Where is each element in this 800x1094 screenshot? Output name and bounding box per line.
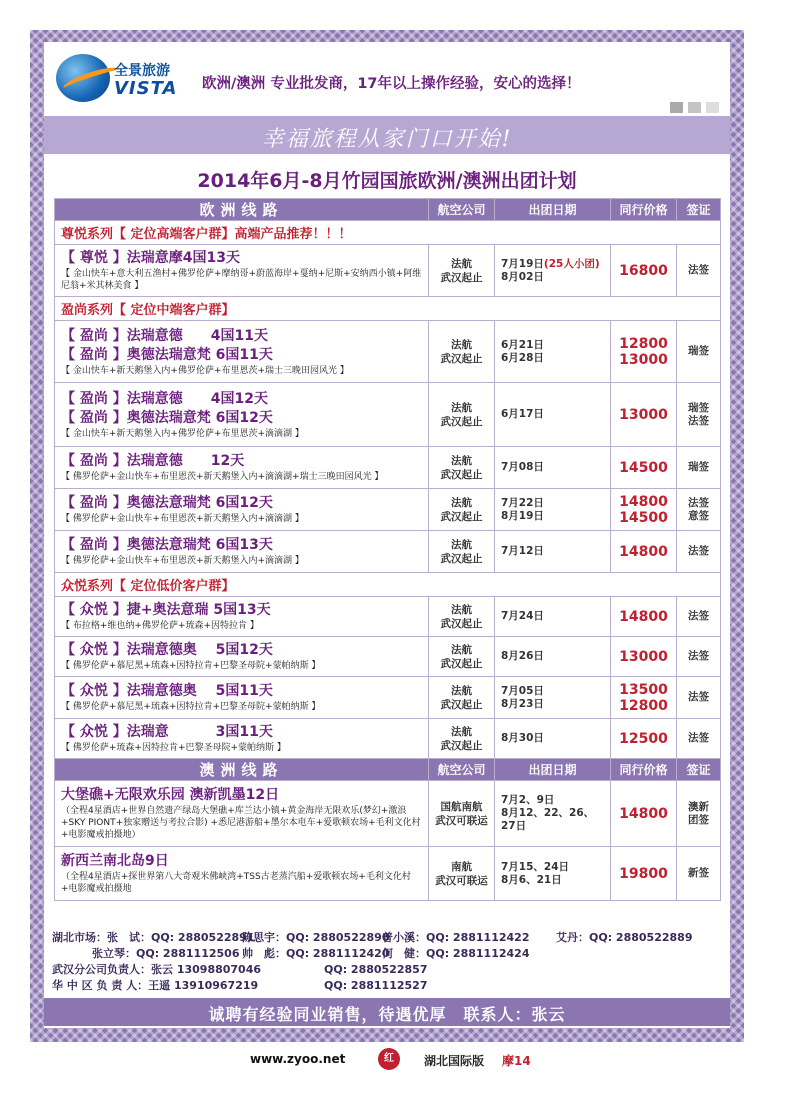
visa: 瑞签: [677, 321, 721, 383]
table-row: [55, 677, 721, 719]
price: 12800: [619, 697, 668, 714]
edition: 湖北国际版: [424, 1054, 485, 1068]
departure-date: 8月30日: [495, 719, 611, 759]
website-link[interactable]: www.zyoo.net: [250, 1052, 346, 1066]
route-detail: 【 佛罗伦萨+慕尼黑+琉森+因特拉肯+巴黎圣母院+蒙帕纳斯 】: [61, 702, 321, 712]
route-title: 【 盈尚 】法瑞意德 4国12天: [61, 390, 268, 407]
series-heading: 尊悦系列【 定位高端客户群】高端产品推荐！！！: [55, 221, 721, 245]
visa: 澳新: [688, 800, 709, 813]
route-detail: 【 佛罗伦萨+琉森+因特拉肯+巴黎圣母院+蒙帕纳斯 】: [61, 743, 286, 753]
departure-date: 7月2、9日: [501, 794, 555, 806]
departure-city: 武汉起止: [440, 352, 483, 365]
visa: 瑞签: [688, 401, 709, 414]
departure-date: 7月12日: [495, 531, 611, 573]
visa: 法签: [677, 245, 721, 297]
col-date: 出团日期: [495, 759, 611, 781]
departure-date: 7月05日: [501, 684, 544, 697]
contact: 陈思宇：QQ: 2880522890: [242, 931, 390, 944]
col-visa: 签证: [677, 759, 721, 781]
visa: 团签: [688, 813, 709, 826]
contact: 何 健：QQ: 2881112424: [382, 947, 530, 960]
route-title: 新西兰南北岛9日: [61, 853, 169, 869]
square-icon: [670, 102, 683, 113]
departure-date: 6月21日: [501, 338, 544, 351]
contacts: [52, 930, 732, 994]
price: 14800: [611, 597, 677, 637]
red-badge-icon: 红: [378, 1048, 400, 1070]
departure-city: 武汉起止: [440, 739, 483, 752]
price: 14800: [619, 493, 668, 510]
col-visa: 签证: [677, 199, 721, 221]
table-row: [55, 597, 721, 637]
airline: 法航: [451, 538, 472, 551]
visa: 法签: [677, 531, 721, 573]
departure-date: 7月08日: [495, 447, 611, 489]
price: 14800: [611, 781, 677, 847]
visa: 瑞签: [677, 447, 721, 489]
price: 13500: [619, 681, 668, 698]
square-icon: [706, 102, 719, 113]
departure-date: 7月15、24日: [501, 860, 570, 873]
price: 13000: [611, 383, 677, 447]
group-note: (25人小团): [543, 257, 600, 270]
departure-city: 武汉可联运: [435, 874, 488, 887]
logo-en: VISTA: [114, 78, 178, 99]
visa: 法签: [688, 496, 709, 509]
table-header: [55, 199, 721, 221]
table-row: [55, 781, 721, 847]
departure-city: 武汉起止: [440, 698, 483, 711]
recruit-banner: [44, 998, 730, 1026]
departure-city: 武汉起止: [440, 510, 483, 523]
departure-date: 8月6、21日: [501, 873, 562, 886]
departure-city: 武汉起止: [440, 415, 483, 428]
recruit-text: 诚聘有经验同业销售，待遇优厚 联系人：张云: [208, 1005, 566, 1024]
route-detail: 【 布拉格+维也纳+佛罗伦萨+琉森+因特拉肯 】: [61, 621, 259, 631]
table-header: [55, 759, 721, 781]
contact: 艾丹：QQ: 2880522889: [556, 931, 693, 944]
col-price: 同行价格: [611, 759, 677, 781]
airline: 法航: [451, 496, 472, 509]
airline: 法航: [451, 684, 472, 697]
series-heading: 盈尚系列【 定位中端客户群】: [55, 297, 721, 321]
departure-city: 武汉起止: [440, 657, 483, 670]
price: 16800: [611, 245, 677, 297]
contact: QQ: 2880522857: [324, 963, 428, 976]
slogan-banner: [44, 116, 730, 154]
series-heading: 众悦系列【 定位低价客户群】: [55, 573, 721, 597]
australia-section-header: 澳洲线路: [55, 759, 429, 781]
flyer: [44, 42, 730, 1028]
col-air: 航空公司: [429, 759, 495, 781]
departure-date: 6月17日: [495, 383, 611, 447]
departure-date: 8月23日: [501, 697, 544, 710]
price: 14500: [619, 509, 668, 526]
visa: 法签: [677, 597, 721, 637]
route-title: 【 盈尚 】奥德法瑞意梵 6国11天: [61, 346, 273, 363]
airline: 法航: [451, 257, 472, 270]
table-row: [55, 447, 721, 489]
visa: 法签: [688, 414, 709, 427]
departure-date: 8月19日: [501, 509, 544, 522]
departure-date: 8月02日: [501, 270, 544, 283]
price: 13000: [619, 351, 668, 368]
col-price: 同行价格: [611, 199, 677, 221]
visa: 法签: [677, 637, 721, 677]
route-title: 【 盈尚 】奥德法瑞意梵 6国12天: [61, 409, 273, 426]
col-date: 出团日期: [495, 199, 611, 221]
table-row: [55, 321, 721, 383]
airline: 法航: [451, 603, 472, 616]
tagline: 欧洲/澳洲 专业批发商，17年以上操作经验，安心的选择！: [202, 76, 581, 92]
airline: 法航: [451, 454, 472, 467]
table-row: [55, 489, 721, 531]
table-row: [55, 245, 721, 297]
contact: QQ: 2881112527: [324, 979, 428, 992]
visa: 意签: [688, 509, 709, 522]
route-title: 【 众悦 】法瑞意德奥 5国12天: [61, 642, 273, 658]
route-title: 【 盈尚 】奥德法意瑞梵 6国13天: [61, 537, 273, 553]
contact: 湖北市场：张 试：QQ: 2880522891: [52, 931, 255, 944]
departure-date: 27日: [501, 820, 527, 832]
route-title: 【 盈尚 】奥德法意瑞梵 6国12天: [61, 495, 273, 511]
page-title: 2014年6月-8月竹园国旅欧洲/澳洲出团计划: [197, 170, 577, 192]
departure-city: 武汉起止: [440, 617, 483, 630]
price: 12500: [611, 719, 677, 759]
airline: 法航: [451, 338, 472, 351]
departure-date: 7月24日: [495, 597, 611, 637]
airline: 国航南航: [440, 800, 483, 813]
departure-date: 7月22日: [501, 496, 544, 509]
route-title: 【 众悦 】法瑞意 3国11天: [61, 724, 273, 740]
departure-date: 8月26日: [495, 637, 611, 677]
page-footer: [0, 1048, 800, 1078]
table-row: [55, 531, 721, 573]
airline: 法航: [451, 725, 472, 738]
airline: 法航: [451, 401, 472, 414]
route-title: 大堡礁+无限欢乐园 澳新凯墨12日: [61, 787, 280, 803]
tour-table: [54, 198, 721, 901]
route-detail: （全程4星酒店+探世界第八大奇观米佛峡湾+TSS古老蒸汽船+爱歌顿农场+毛利文化村+电影魔戒拍摄地: [61, 872, 411, 894]
visa: 新签: [677, 847, 721, 901]
route-title: 【 众悦 】捷+奥法意瑞 5国13天: [61, 602, 271, 618]
visa: 法签: [677, 719, 721, 759]
table-row: [55, 637, 721, 677]
slogan: 幸福旅程从家门口开始!: [261, 127, 513, 152]
page-number: 摩14: [502, 1054, 531, 1068]
price: 13000: [611, 637, 677, 677]
route-title: 【 盈尚 】法瑞意德 4国11天: [61, 327, 268, 344]
vista-logo: [56, 50, 186, 106]
departure-city: 武汉起止: [440, 552, 483, 565]
departure-city: 武汉可联运: [435, 814, 488, 827]
europe-section-header: 欧洲线路: [55, 199, 429, 221]
departure-date: 8月12、22、26、: [501, 807, 595, 819]
table-row: [55, 847, 721, 901]
price: 19800: [611, 847, 677, 901]
table-row: [55, 719, 721, 759]
departure-date: 7月19日: [501, 257, 544, 270]
contact: 武汉分公司负责人：张云 13098807046: [52, 963, 262, 976]
price: 14500: [611, 447, 677, 489]
departure-city: 武汉起止: [440, 271, 483, 284]
airline: 南航: [451, 860, 472, 873]
route-detail: 【 佛罗伦萨+金山快车+布里恩茨+新天鹅堡入内+滴滴湖+瑞士三晚田园风光 】: [61, 472, 384, 482]
departure-date: 6月28日: [501, 351, 544, 364]
departure-city: 武汉起止: [440, 468, 483, 481]
route-detail: 【 佛罗伦萨+金山快车+布里恩茨+新天鹅堡入内+滴滴湖 】: [61, 556, 304, 566]
header: [44, 42, 730, 114]
contact: 张立琴：QQ: 2881112506: [92, 947, 240, 960]
route-detail: 【 金山快车+新天鹅堡入内+佛罗伦萨+布里恩茨+滴滴湖 】: [61, 428, 304, 439]
route-detail: 【 佛罗伦萨+金山快车+布里恩茨+新天鹅堡入内+滴滴湖 】: [61, 514, 304, 524]
table-row: [55, 383, 721, 447]
square-icon: [688, 102, 701, 113]
col-air: 航空公司: [429, 199, 495, 221]
route-detail: 【 金山快车+新天鹅堡入内+佛罗伦萨+布里恩茨+瑞士三晚田园风光 】: [61, 365, 349, 376]
contact: 帅 彪：QQ: 2881112420: [242, 947, 390, 960]
route-title: 【 尊悦 】法瑞意摩4国13天: [61, 250, 240, 266]
route-title: 【 众悦 】法瑞意德奥 5国11天: [61, 683, 273, 699]
price: 14800: [611, 531, 677, 573]
visa: 法签: [677, 677, 721, 719]
route-detail: 【 金山快车+意大利五渔村+佛罗伦萨+摩纳哥+蔚蓝海岸+戛纳+尼斯+安纳西小镇+阿维尼翁+米其林美食 】: [61, 269, 422, 291]
contact: 普小溪：QQ: 2881112422: [382, 931, 530, 944]
page-frame: [30, 30, 744, 1042]
price: 12800: [619, 335, 668, 352]
route-detail: （全程4星酒店+世界自然遗产绿岛大堡礁+库兰达小镇+黄金海岸无限欢乐(梦幻+激浪+SKY PIONT+独家赠送与考拉合影) +悉尼港游船+墨尔本电车+爱歌顿农场+毛利文化村+电影魔戒拍摄地）: [61, 806, 421, 840]
contact: 华 中 区 负 责 人：王遥 13910967219: [52, 979, 259, 992]
route-detail: 【 佛罗伦萨+慕尼黑+琉森+因特拉肯+巴黎圣母院+蒙帕纳斯 】: [61, 661, 321, 671]
airline: 法航: [451, 643, 472, 656]
route-title: 【 盈尚 】法瑞意德 12天: [61, 453, 245, 469]
logo-cn: 全景旅游: [114, 63, 170, 79]
